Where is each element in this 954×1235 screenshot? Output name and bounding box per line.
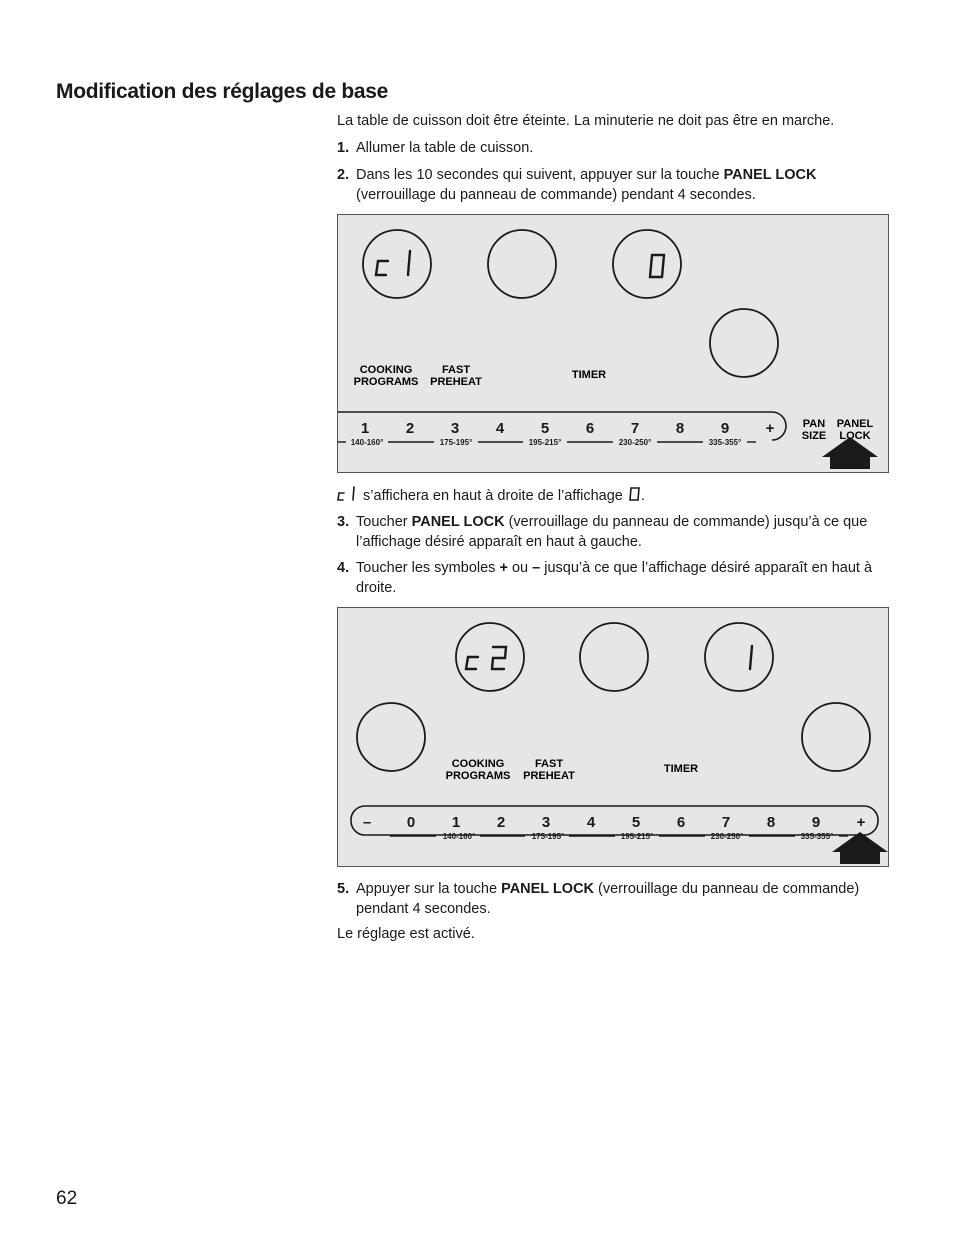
step-text: Toucher PANEL LOCK (verrouillage du panneau de commande) jusqu’à ce que l’affichage désiré apparaît en haut à gauche.	[356, 514, 868, 550]
scale-number: 4	[586, 814, 596, 831]
scale-number: 7	[721, 814, 731, 831]
step-number: 3.	[337, 514, 350, 530]
step-text: Dans les 10 secondes qui suivent, appuyer sur la touche PANEL LOCK (verrouillage du panneau de commande) pendant 4 secondes.	[356, 167, 817, 203]
step-text: Toucher les symboles + ou – jusqu’à ce que l’affichage désiré apparaît en haut à droite.	[356, 560, 873, 596]
display-right-segments	[650, 255, 664, 277]
scale-number: 8	[766, 814, 776, 831]
programs-label: PROGRAMS	[445, 770, 511, 782]
temp-range-label: 195-215°	[528, 438, 562, 447]
page-title: Modification des réglages de base	[56, 80, 389, 103]
display-note: s’affichera en haut à droite de l’affichage .	[337, 486, 902, 506]
scale-number: 8	[675, 420, 685, 437]
temp-range-label: 335-355°	[800, 832, 834, 841]
c1-display-icon	[337, 486, 359, 502]
scale-number: +	[765, 420, 775, 437]
display-circle-center	[580, 623, 648, 691]
scale-number: 6	[676, 814, 686, 831]
fast-label: FAST	[534, 758, 564, 770]
display-right-segments	[750, 646, 752, 669]
outro-text: Le réglage est activé.	[337, 926, 475, 942]
scale-number: 5	[631, 814, 641, 831]
scale-number: 3	[541, 814, 551, 831]
fast-label: FAST	[441, 364, 471, 376]
panel-lock-key: PANEL LOCK	[501, 881, 595, 897]
scale-number: 3	[450, 420, 460, 437]
preheat-label: PREHEAT	[523, 770, 575, 782]
display-circle-right	[705, 623, 773, 691]
burner-circle-right	[802, 703, 870, 771]
display-left-segments	[466, 647, 506, 669]
lock-label: LOCK	[839, 430, 871, 442]
timer-label: TIMER	[571, 369, 607, 381]
scale-number: 2	[405, 420, 415, 437]
scale-number: 7	[630, 420, 640, 437]
display-circle-left	[456, 623, 524, 691]
temp-range-label: 140-160°	[442, 832, 476, 841]
scale-number: 6	[585, 420, 595, 437]
programs-label: PROGRAMS	[353, 376, 419, 388]
slider-track	[351, 806, 878, 835]
scale-number: 4	[495, 420, 505, 437]
step-text: Appuyer sur la touche PANEL LOCK (verrouillage du panneau de commande) pendant 4 secondes.	[356, 881, 860, 917]
scale-number: 9	[811, 814, 821, 831]
temp-range-label: 195-215°	[620, 832, 654, 841]
display-left-segments	[376, 251, 410, 275]
preheat-label: PREHEAT	[430, 376, 482, 388]
display-circle-center	[488, 230, 556, 298]
timer-label: TIMER	[663, 763, 699, 775]
step-text: Allumer la table de cuisson.	[356, 140, 534, 156]
arrow-icon	[832, 832, 888, 864]
temp-range-label: 335-355°	[708, 438, 742, 447]
panel-label: PANEL	[836, 418, 874, 430]
display-circle-left	[363, 230, 431, 298]
scale-number: 1	[451, 814, 461, 831]
step-number: 5.	[337, 881, 350, 897]
temp-range-label: 230-250°	[710, 832, 744, 841]
scale-number: 5	[540, 420, 550, 437]
temp-range-label: 230-250°	[618, 438, 652, 447]
scale-number: 9	[720, 420, 730, 437]
scale-number: 1	[360, 420, 370, 437]
control-panel-diagram-2	[337, 607, 889, 867]
display-circle-right	[613, 230, 681, 298]
scale-number: 2	[496, 814, 506, 831]
panel-lock-key: PANEL LOCK	[411, 514, 505, 530]
page-number: 62	[56, 1188, 78, 1209]
temp-range-label: 140-160°	[350, 438, 384, 447]
pan-label: PAN	[802, 418, 826, 430]
scale-number: 0	[406, 814, 416, 831]
scale-number: –	[362, 814, 372, 831]
temp-range-label: 175-195°	[439, 438, 473, 447]
burner-circle-left	[357, 703, 425, 771]
step-number: 2.	[337, 167, 350, 183]
control-panel-diagram-1	[337, 214, 889, 473]
burner-circle-right	[710, 309, 778, 377]
temp-range-label: 175-195°	[531, 832, 565, 841]
cooking-label: COOKING	[451, 758, 505, 770]
size-label: SIZE	[801, 430, 827, 442]
cooking-label: COOKING	[359, 364, 413, 376]
step-number: 1.	[337, 140, 350, 156]
intro-text: La table de cuisson doit être éteinte. La minuterie ne doit pas être en marche.	[337, 113, 835, 129]
scale-number: +	[856, 814, 866, 831]
panel-lock-key: PANEL LOCK	[723, 167, 817, 183]
zero-display-icon	[627, 486, 641, 502]
step-number: 4.	[337, 560, 350, 576]
